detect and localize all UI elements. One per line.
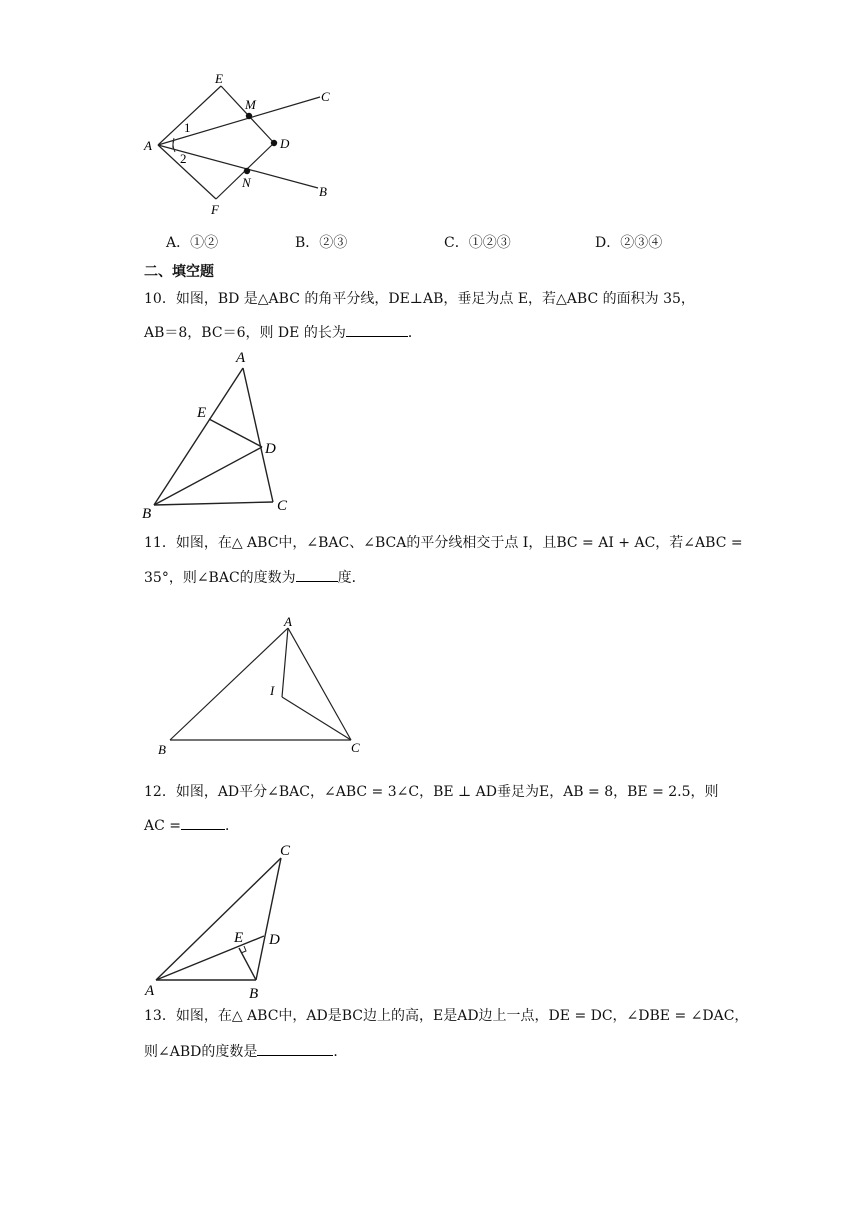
q12-line2: AC = ． [144, 815, 239, 836]
option-b: B．②③ [295, 235, 348, 251]
label-E: E [215, 71, 223, 86]
figure-q11 [140, 610, 370, 760]
option-c: C．①②③ [444, 235, 511, 251]
angle-2-label: 2 [180, 151, 187, 166]
label-B: B [319, 184, 327, 199]
q10-line2: AB＝8，BC＝6，则 DE 的长为 ． [144, 322, 422, 343]
label-A: A [284, 614, 292, 629]
label-E: E [197, 405, 207, 421]
label-B: B [158, 742, 166, 757]
label-D: D [280, 136, 290, 151]
option-a: A．①② [166, 235, 219, 251]
q12-answer-blank[interactable] [181, 815, 225, 830]
q12-line1: 12．如图，AD平分∠BAC，∠ABC = 3∠C，BE ⊥ AD垂足为E，AB = 8，BE = 2.5，则 [144, 784, 719, 800]
angle-1-label: 1 [184, 120, 191, 135]
label-A: A [236, 350, 246, 366]
label-M: M [245, 97, 256, 112]
label-C: C [280, 843, 291, 859]
q11-line1: 11．如图，在△ ABC中，∠BAC、∠BCA的平分线相交于点 I，且BC = AI + AC，若∠ABC = [144, 535, 743, 551]
label-C: C [321, 89, 330, 104]
label-E: E [234, 930, 244, 946]
label-B: B [142, 506, 152, 522]
q13-line1: 13．如图，在△ ABC中，AD是BC边上的高，E是AD边上一点，DE = DC，∠DBE = ∠DAC， [144, 1008, 749, 1024]
q11-answer-blank[interactable] [296, 567, 338, 582]
q13-line2: 则∠ABD的度数是 ． [144, 1041, 347, 1062]
q10-line1: 10．如图，BD 是△ABC 的角平分线，DE⊥AB，垂足为点 E，若△ABC 的面积为 35， [144, 291, 695, 307]
q10-answer-blank[interactable] [346, 322, 408, 337]
q13-answer-blank[interactable] [257, 1041, 333, 1056]
label-F: F [211, 202, 219, 217]
label-B: B [249, 986, 259, 1002]
section-title: 二、填空题 [144, 264, 214, 280]
figure-q12 [140, 838, 310, 1004]
label-I: I [270, 683, 275, 698]
label-N: N [242, 175, 251, 190]
option-d: D．②③④ [595, 235, 663, 251]
q11-line2: 35°，则∠BAC的度数为 度． [144, 567, 366, 588]
label-A: A [145, 983, 155, 999]
label-A: A [144, 138, 152, 153]
label-C: C [277, 498, 288, 514]
label-D: D [265, 441, 276, 457]
label-D: D [269, 932, 280, 948]
figure-q9 [140, 68, 340, 218]
figure-q10 [140, 346, 300, 524]
label-C: C [351, 740, 360, 755]
